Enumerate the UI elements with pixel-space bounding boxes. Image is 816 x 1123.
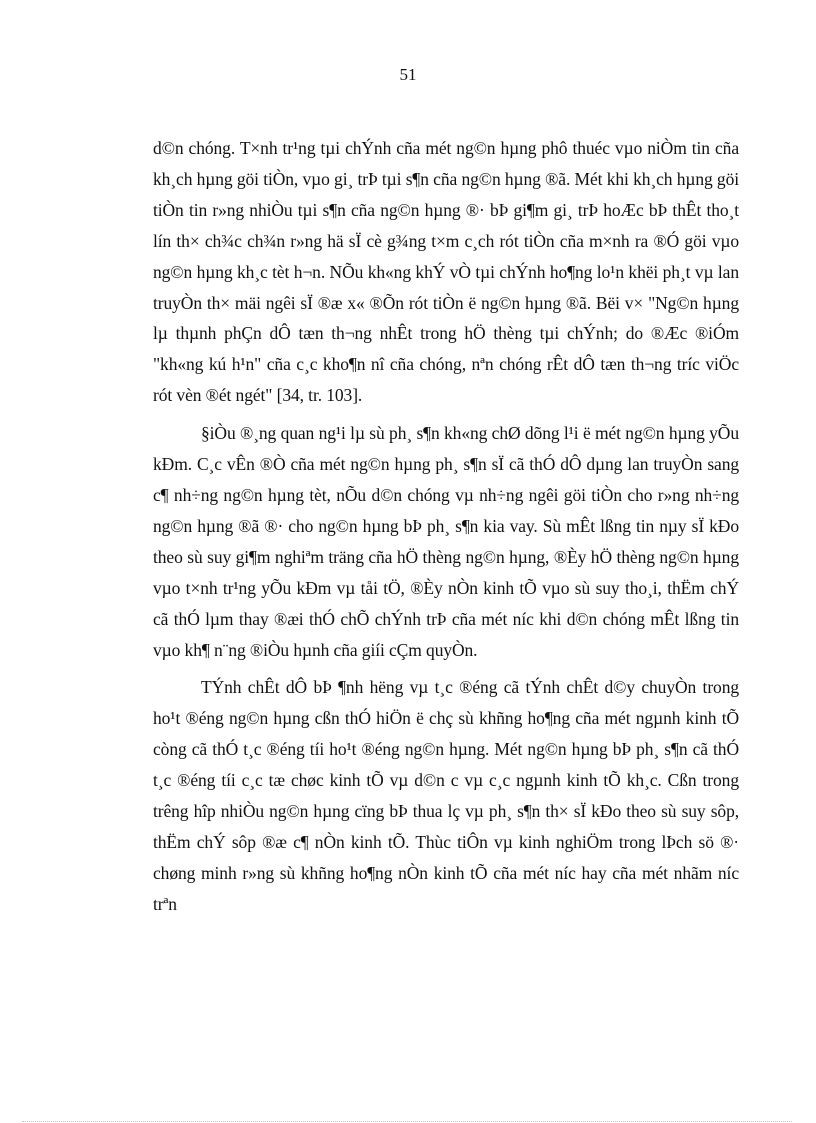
paragraph-1: d©n chóng. T×nh tr¹ng tµi chÝnh cña mét ng©n hµng phô thuéc vµo niÒm tin cña kh¸ch hµng göi tiÒn, vµo gi¸ trÞ tµi s¶n cña ng©n hµng ®ã. Mét khi kh¸ch hµng göi tiÒn tin r»ng nhiÒu tµi s¶n cña ng©n hµng ®· bÞ gi¶m gi¸ trÞ hoÆc bÞ thÊt tho¸t lín th× ch¾c ch¾n r»ng hä sÏ cè g¾ng t×m c¸ch rót tiÒn cña m×nh ra ®Ó göi vµo ng©n hµng kh¸c tèt h¬n. NÕu kh«ng khÝ vÒ tµi chÝnh ho¶ng lo¹n khëi ph¸t vµ lan truyÒn th× mäi ngêi sÏ ®æ x« ®Õn rót tiÒn ë ng©n hµng ®ã. Bëi v× "Ng©n hµng lµ thµnh phÇn dÔ tæn th¬ng nhÊt trong hÖ thèng tµi chÝnh; do ®Æc ®iÓm "kh«ng kú h¹n" cña c¸c kho¶n nî cña chóng, nªn chóng rÊt dÔ tæn th¬ng tríc viÖc rót vèn ®ét ngét" [34, tr. 103]. (153, 138, 739, 406)
page-number: 51 (399, 65, 417, 84)
paragraph-3: TÝnh chÊt dÔ bÞ ¶nh hëng vµ t¸c ®éng cã tÝnh chÊt d©y chuyÒn trong ho¹t ®éng ng©n hµng cßn thÓ hiÖn ë chç sù khñng ho¶ng cña mét ngµnh kinh tÕ còng cã thÓ t¸c ®éng tíi ho¹t ®éng ng©n hµng. Mét ng©n hµng bÞ ph¸ s¶n cã thÓ t¸c ®éng tíi c¸c tæ chøc kinh tÕ vµ d©n c vµ c¸c ngµnh kinh tÕ kh¸c. Cßn trong trêng hîp nhiÒu ng©n hµng cïng bÞ thua lç vµ ph¸ s¶n th× sÏ kÐo theo sù suy sôp, thËm chÝ sôp ®æ c¶ nÒn kinh tÕ. Thùc tiÔn vµ kinh nghiÖm trong lÞch sö ®· chøng minh r»ng sù khñng ho¶ng nÒn kinh tÕ cña mét níc hay cña mét nhãm níc trªn (153, 677, 739, 914)
page-bottom-border (22, 1121, 792, 1122)
paragraph-2: §iÒu ®¸ng quan ng¹i lµ sù ph¸ s¶n kh«ng chØ dõng l¹i ë mét ng©n hµng yÕu kÐm. C¸c vÊn ®Ò cña mét ng©n hµng ph¸ s¶n sÏ cã thÓ dÔ dµng lan truyÒn sang c¶ nh÷ng ng©n hµng tèt, nÕu d©n chóng vµ nh÷ng ngêi göi tiÒn cho r»ng nh÷ng ng©n hµng ®ã ®· cho ng©n hµng bÞ ph¸ s¶n kia vay. Sù mÊt lßng tin nµy sÏ kÐo theo sù suy gi¶m nghiªm träng cña hÖ thèng ng©n hµng, ®Èy hÖ thèng ng©n hµng vµo t×nh tr¹ng yÕu kÐm vµ tåi tÖ, ®Èy nÒn kinh tÕ vµo sù suy tho¸i, thËm chÝ cã thÓ lµm thay ®æi thÓ chÕ chÝnh trÞ cña mét níc khi d©n chóng mÊt lßng tin vµo kh¶ n¨ng ®iÒu hµnh cña giíi cÇm quyÒn. (153, 423, 739, 660)
body-text (153, 133, 739, 920)
